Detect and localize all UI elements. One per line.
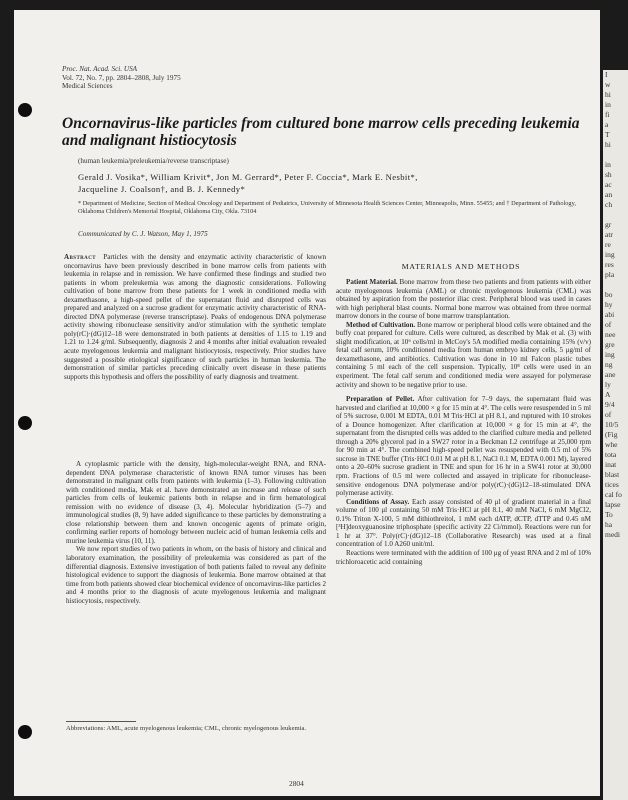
journal-header: [62, 65, 181, 91]
adjacent-page-fragment: sh: [605, 170, 612, 179]
methods-paragraph: Preparation of Pellet. After cultivation for 7–9 days, the supernatant fluid was harvested and clarified at 10,000 × g for 15 min at 4°. The cells were resuspended in 5 ml of 5% sucrose, 0.001 M EDTA, 0.01 M Tris·HCl at pH 8.1, and ruptured with 10 strokes of a Dounce homogenizer. After clarification at 10,000 × g for 15 min at 4°, the supernatant from the disrupted cells was added to the clarified culture media and pelleted through a 20% glycerol pad in a SW27 rotor in a Beckman L2 centrifuge at 25,000 rpm for 90 min at 4°. The combined high-speed pellet was resuspended with 0.5 ml of 5% sucrose in TNE buffer (Tris·HCl 0.01 M at pH 8.1, NaCl 0.1 M, EDTA 0.001 M), layered onto a 20–60% sucrose gradient in TNE and spun for 16 hr in a SW41 rotor at 30,000 rpm. Fractions of 0.5 ml were collected and assayed in triplicate for ribonuclease-sensitive endogenous DNA polymerase and/or poly(rC)·(dG)12–18-stimulated DNA polymerase activity.: [336, 395, 591, 498]
adjacent-page-fragment: medi: [605, 530, 620, 539]
footnote-abbreviations: Abbreviations: AML, acute myelogenous leukemia; CML, chronic myelogenous leukemia.: [66, 725, 307, 732]
adjacent-page-fragment: fi: [605, 110, 610, 119]
adjacent-page-fragment: 10/5: [605, 420, 619, 429]
adjacent-page-fragment: A: [605, 390, 611, 399]
methods-heading: MATERIALS AND METHODS: [401, 262, 521, 271]
affiliations: * Department of Medicine, Section of Medical Oncology and Department of Pediatrics, University of Minnesota Health Sciences Center, Minneapolis, Minn. 55455; and † Department of Pathology, Oklahoma Children's Memorial Hospital, Oklahoma City, Okla. 73104: [78, 200, 576, 215]
adjacent-page-fragment: of: [605, 410, 612, 419]
adjacent-page-fragment: a: [605, 120, 609, 129]
adjacent-page-fragment: tota: [605, 450, 617, 459]
methods-section: [336, 278, 591, 566]
author-line: Jacqueline J. Coalson†, and B. J. Kennedy*: [78, 183, 246, 194]
page-number: 2804: [289, 779, 304, 788]
adjacent-page-fragment: abi: [605, 310, 615, 319]
adjacent-page-fragment: bo: [605, 290, 613, 299]
adjacent-page-fragment: re: [605, 240, 611, 249]
adjacent-page-fragment: nee: [605, 330, 616, 339]
author-list: [78, 172, 588, 195]
binder-hole: [18, 725, 32, 739]
adjacent-page-fragment: of: [605, 320, 612, 329]
binder-hole: [18, 103, 32, 117]
adjacent-page-fragment: tices: [605, 480, 619, 489]
communicated-by: Communicated by C. J. Watson, May 1, 1975: [78, 230, 208, 238]
journal-section: Medical Sciences: [62, 82, 113, 91]
footnote-rule: [66, 721, 136, 722]
article-title: Oncornavirus-like particles from cultured bone marrow cells preceding leukemia and malignant histiocytosis: [62, 115, 580, 149]
abstract-text: Particles with the density and enzymatic activity characteristic of known oncornavirus have been previously described in bone marrow cells from patients with leukemia in relapse and in remission. We have confirmed these findings and studied two patients in whom preleukemia was among the diagnostic considerations. Following cultivation of bone marrow from these patients for 1 week in conditioned media with dexamethasone, a high-speed pellet of the supernatant fluid and disrupted cells was prepared and analyzed on a sucrose gradient for enzymatic activity characteristic of RNA-directed DNA polymerase (reverse transcriptase). Peaks of endogenous DNA polymerase activity showing ribonuclease sensitivity and/or stimulation with the synthetic template poly(rC)·(dG)12–18 were demonstrated in both patients at densities of 1.15 to 1.19 and 1.21 to 1.24 g/ml. Subsequently, diagnosis 2 and 4 months after initial evaluation revealed acute myelogenous leukemia and malignant histiocytosis, respectively. Prior studies have suggested a possible etiological significance of such particles in human leukemia. The demonstration of similar particles preceding clinically overt disease in these patients supports this hypothesis and offers the possibility of early diagnosis and treatment.: [64, 253, 327, 381]
methods-paragraph: Patient Material. Bone marrow from these two patients and from patients with either acute myelogenous leukemia (AML) or chronic myelogenous leukemia (CML) was obtained by aspiration from the posterior iliac crest. Peripheral blood was used in cases with high peripheral blast counts. Normal bone marrow was obtained from three normal marrow donors in the course of bone marrow transplantation.: [336, 278, 591, 321]
methods-paragraph: Method of Cultivation. Bone marrow or peripheral blood cells were obtained and the buffy coat prepared for culture. Cells were cultured, as described by Mak et al. (3) with slight modification, at 10⁶ cells/ml in McCoy's 5A modified media containing 15% (v/v) fetal calf serum, 10% conditioned media from human embryo kidney cells, 5 μg/ml of dexamethasone, and antibiotics. Cultivation was done in 10 ml Falcon plastic tubes containing 5 ml each of the cell suspension. Typically, 10⁸ cells were used in an experiment. The fetal calf serum and conditioned media were assayed for polymerase activity and shown to be negative prior to use.: [336, 320, 591, 389]
adjacent-page-fragment: hi: [605, 90, 611, 99]
adjacent-page-fragment: ane: [605, 370, 616, 379]
adjacent-page-fragment: hy: [605, 300, 613, 309]
adjacent-page-fragment: [603, 280, 628, 290]
adjacent-page-fragment: blast: [605, 470, 620, 479]
adjacent-page-strip: [603, 70, 628, 800]
adjacent-page-fragment: whe: [605, 440, 618, 449]
adjacent-page-fragment: gre: [605, 340, 615, 349]
adjacent-page-fragment: an: [605, 190, 613, 199]
adjacent-page-fragment: [603, 150, 628, 160]
adjacent-page-fragment: hi: [605, 140, 611, 149]
adjacent-page-fragment: ng: [605, 360, 613, 369]
adjacent-page-fragment: atr: [605, 230, 613, 239]
adjacent-page-fragment: ac: [605, 180, 612, 189]
adjacent-page-fragment: To: [605, 510, 613, 519]
methods-paragraph: Conditions of Assay. Each assay consisted of 40 μl of gradient material in a final volume of 100 μl containing 50 mM Tris·HCl at pH 8.1, 40 mM NaCl, 6 mM MgCl2, 0.1% Triton X-100, 5 mM dithiothreitol, 1 mM each dATP, dCTP, dTTP and 0.45 nM [³H]deoxyguanosine triphosphate (specific activity 22 Ci/mmol). Reactions were run for 1 hr at 37°. Poly(rC)·(dG)12–18 (Collaborative Research) was used at a final concentration of 1.0 A260 unit/ml.: [336, 497, 591, 549]
adjacent-page-fragment: inat: [605, 460, 617, 469]
journal-volume: Vol. 72, No. 7, pp. 2804–2808, July 1975: [62, 73, 181, 82]
introduction: [66, 460, 326, 605]
abstract-label: Abstract: [64, 253, 96, 261]
adjacent-page-fragment: [603, 210, 628, 220]
adjacent-page-fragment: (Fig: [605, 430, 618, 439]
adjacent-page-fragment: ing: [605, 350, 615, 359]
adjacent-page-fragment: T: [605, 130, 610, 139]
intro-paragraph: A cytoplasmic particle with the density, high-molecular-weight RNA, and RNA-dependent DNA polymerase characteristic of known RNA tumor viruses has been demonstrated in malignant cells from patients with leukemia (1–3). Following cultivation with conditioned media, Mak et al. have demonstrated an increase and release of such particles from cells of leukemic patients both in relapse and in firm hematological remission with no evidence of disease (3, 4). Molecular hybridization (5–7) and immunological studies (8, 9) have added significance to these particles by demonstrating a close relationship between them and known oncogenic agents of primate origin, confirming earlier reports of homology between nucleic acid of human leukemia cells and murine leukemia virus (10, 11).: [66, 460, 326, 545]
adjacent-page-fragment: res: [605, 260, 614, 269]
author-line: Gerald J. Vosika*, William Krivit*, Jon M. Gerrard*, Peter F. Coccia*, Mark E. Nesbit*,: [78, 172, 418, 182]
adjacent-page-fragment: 9/4: [605, 400, 615, 409]
adjacent-page-fragment: ly: [605, 380, 611, 389]
adjacent-page-fragment: lapse: [605, 500, 621, 509]
journal-name: Proc. Nat. Acad. Sci. USA: [62, 65, 138, 73]
adjacent-page-fragment: gr: [605, 220, 612, 229]
methods-paragraph: Reactions were terminated with the addition of 100 μg of yeast RNA and 2 ml of 10% trichloroacetic acid containing: [336, 548, 591, 566]
binder-hole: [18, 416, 32, 430]
paper-page: [14, 10, 600, 796]
adjacent-page-fragment: w: [605, 80, 611, 89]
adjacent-page-fragment: pla: [605, 270, 615, 279]
adjacent-page-fragment: ch: [605, 200, 613, 209]
article-keywords: (human leukemia/preleukemia/reverse transcriptase): [78, 157, 229, 165]
adjacent-page-fragment: ha: [605, 520, 613, 529]
adjacent-page-fragment: in: [605, 160, 611, 169]
adjacent-page-fragment: ing: [605, 250, 615, 259]
adjacent-page-fragment: in: [605, 100, 611, 109]
intro-paragraph: We now report studies of two patients in whom, on the basis of history and clinical and laboratory examination, the possibility of preleukemia was considered as part of the differential diagnosis. Extensive investigation of both patients failed to reveal any definite histological evidence to support the diagnosis of leukemia. Bone marrow obtained at that time from both patients showed clear biochemical evidence of oncornavirus-like particles 2 and 4 months prior to the diagnosis of acute myelogenous leukemia and malignant histiocytosis, respectively.: [66, 545, 326, 605]
adjacent-page-fragment: cal fo: [605, 490, 622, 499]
abstract: [64, 253, 326, 381]
adjacent-page-fragment: I: [605, 70, 608, 79]
